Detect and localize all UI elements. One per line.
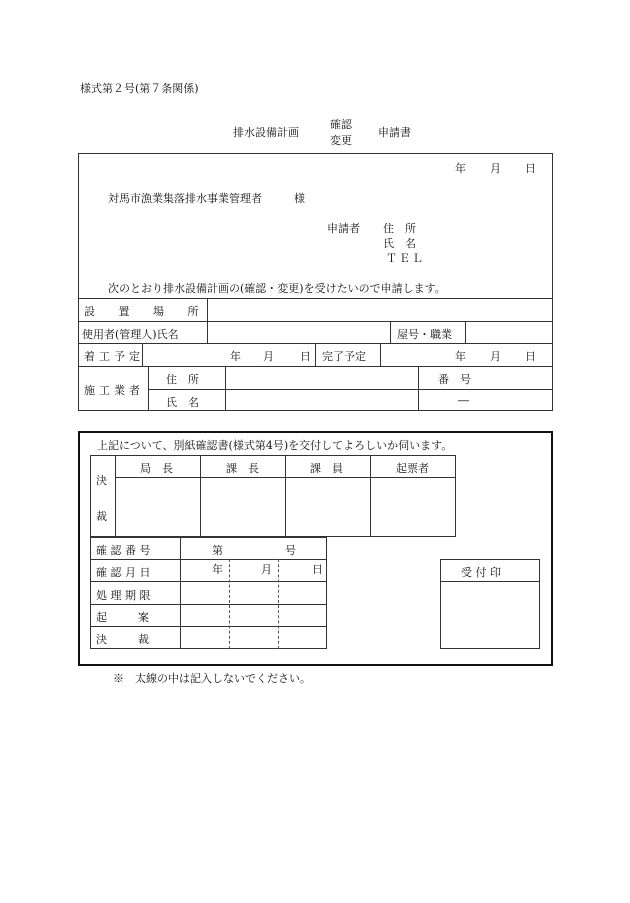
start-label: 着工予定 <box>84 350 144 363</box>
applicant-tel-label: ＴＥＬ <box>386 252 425 265</box>
draft-label: 起 案 <box>96 611 152 624</box>
approver-drafter: 起票者 <box>396 462 429 475</box>
contractor-address-label: 住 所 <box>166 373 199 386</box>
confirm-day: 日 <box>312 563 323 576</box>
office-note: 上記について、別紙確認書(様式第4号)を交付してよろしいか伺います。 <box>97 439 453 452</box>
approver-director: 局 長 <box>140 462 173 475</box>
start-month: 月 <box>263 350 274 363</box>
reception-stamp-label: 受 付 印 <box>461 566 501 579</box>
location-label: 設 置 場 所 <box>84 305 209 318</box>
contractor-label: 施工業者 <box>84 384 144 397</box>
number-value: ― <box>458 394 469 407</box>
addressee: 対馬市漁業集落排水事業管理者 <box>108 192 262 205</box>
trade-label: 屋号・職業 <box>397 328 452 341</box>
contractor-name-label: 氏 名 <box>166 396 199 409</box>
decision-label: 決 裁 <box>96 633 152 646</box>
applicant-label: 申請者 <box>327 222 360 235</box>
applicant-address-label: 住 所 <box>383 222 416 235</box>
title-option-confirm: 確認 <box>330 118 352 131</box>
confirm-number-suffix: 号 <box>285 544 296 557</box>
confirm-date-label: 確 認 月 日 <box>96 566 151 579</box>
applicant-name-label: 氏 名 <box>383 237 416 250</box>
start-year: 年 <box>230 350 241 363</box>
honorific: 様 <box>294 192 305 205</box>
approval-label-2: 裁 <box>96 510 107 523</box>
completion-month: 月 <box>490 350 501 363</box>
confirm-number-label: 確 認 番 号 <box>96 544 151 557</box>
completion-day: 日 <box>525 350 536 363</box>
number-label: 番 号 <box>438 373 471 386</box>
title-right: 申請書 <box>378 126 411 139</box>
date-month: 月 <box>490 162 501 175</box>
start-day: 日 <box>300 350 311 363</box>
approval-label-1: 決 <box>96 474 107 487</box>
confirm-number-prefix: 第 <box>212 544 223 557</box>
form-number: 様式第２号(第７条関係) <box>80 82 199 95</box>
approver-staff: 課 員 <box>310 462 343 475</box>
deadline-label: 処 理 期 限 <box>96 589 151 602</box>
footer-note: ※ 太線の中は記入しないでください。 <box>113 672 311 685</box>
title-left: 排水設備計画 <box>233 126 299 139</box>
statement: 次のとおり排水設備計画の(確認・変更)を受けたいので申請します。 <box>108 282 446 295</box>
date-day: 日 <box>525 162 536 175</box>
completion-label: 完了予定 <box>322 350 366 363</box>
confirm-year: 年 <box>212 563 223 576</box>
title-option-change: 変更 <box>330 134 352 147</box>
user-label: 使用者(管理人)氏名 <box>82 328 179 341</box>
approver-section-chief: 課 長 <box>226 462 259 475</box>
confirm-month: 月 <box>261 563 272 576</box>
completion-year: 年 <box>455 350 466 363</box>
date-year: 年 <box>455 162 466 175</box>
